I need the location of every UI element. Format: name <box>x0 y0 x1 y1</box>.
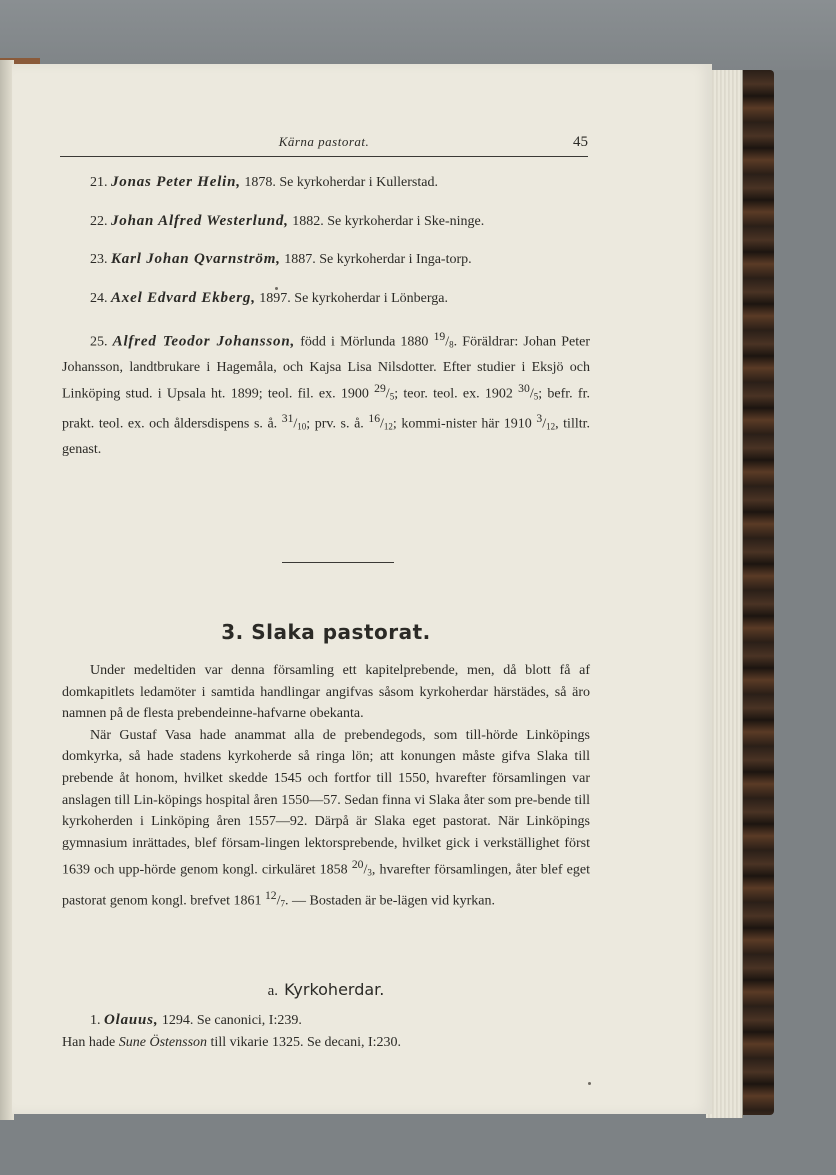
person-name: Jonas Peter Helin, <box>111 174 241 190</box>
paragraph: Under medeltiden var denna församling ett kapitelprebende, men, då blott få af domkapitlets ledamöter i samtida handlingar angifvas såsom kyrkoherdar härstädes, så äro namnen på de flesta prebendeinne-hafvarne obekanta. <box>62 663 590 722</box>
subsection-heading: a. Kyrkoherdar. <box>267 980 385 999</box>
entries-list <box>62 172 590 477</box>
kyrkoherdar-list <box>62 1010 590 1053</box>
list-item-continuation: Han hade Sune Östensson till vikarie 1325. Se decani, I:230. <box>62 1034 402 1050</box>
background-surface <box>0 0 836 70</box>
list-item: 25. Alfred Teodor Johansson, född i Mörlunda 1880 $^{19}/_8$. Föräldrar: Johan Peter Johansson, landtbrukare i Hagemåla, och Kajsa Lisa Nilsdotter. Efter studier i Eksjö och Linköping stud. i Upsala ht. 1899; teol. fil. ex. 1900 $^{29}/_5$; teor. teol. ex. 1902 $^{30}/_5$; befr. fr. prakt. teol. ex. och åldersdispens s. å. $^{31}/_{10}$; prv. s. å. $^{16}/_{12}$; kommi-nister här 1910 $^3/_{12}$, tilltr. genast. <box>62 330 590 457</box>
section-body <box>62 660 590 915</box>
book-page <box>12 64 712 1114</box>
paragraph: När Gustaf Vasa hade anammat alla de prebendegods, som till-hörde Linköpings domkyrka, så hade stadens kyrkoherde så ringa lön; att konungen måste gifva Slaka till prebende åt honom, hvilket skedde 1545 och fortfor till 1550, hvarefter församlingen var anslagen till Lin-köpings hospital åren 1550—57. Sedan finna vi Slaka åter som pre-bende till kyrkoherden i Linköping åren 1557—92. Därpå är Slaka eget pastorat. När Linköpings gymnasium inrättades, blef försam-lingen lektorsprebende, hvilket gick i verkställighet först 1639 och upp-hörde genom kongl. cirkuläret 1858 $^{20}/_3$, hvarefter församlingen, åter blef eget pastorat genom kongl. brefvet 1861 $^{12}/_7$. — Bostaden är be-lägen vid kyrkan. <box>62 727 590 909</box>
running-header <box>60 134 588 157</box>
person-name: Johan Alfred Westerlund, <box>111 212 289 229</box>
page-number: 45 <box>573 134 588 150</box>
list-item: 23. Karl Johan Qvarnström, 1887. Se kyrkoherdar i Inga-torp. <box>90 251 472 268</box>
person-name: Karl Johan Qvarnström, <box>111 251 281 268</box>
running-title: Kärna pastorat. <box>278 134 370 149</box>
book-spine-cover <box>738 70 774 1115</box>
list-item: 24. Axel Edvard Ekberg, 1897. Se kyrkoherdar i Lönberga. <box>90 289 448 306</box>
list-item: 22. Johan Alfred Westerlund, 1882. Se kyrkoherdar i Ske-ninge. <box>90 212 485 229</box>
person-name: Alfred Teodor Johansson, <box>112 334 296 351</box>
section-heading: 3. Slaka pastorat. <box>221 620 431 644</box>
paper-speck <box>588 1082 591 1085</box>
section-divider <box>282 562 394 563</box>
person-name: Sune Östensson <box>118 1034 208 1050</box>
person-name: Olauus, <box>104 1012 159 1028</box>
list-item: 21. Jonas Peter Helin, 1878. Se kyrkoherdar i Kullerstad. <box>90 174 438 190</box>
list-item: 1. Olauus, 1294. Se canonici, I:239. <box>90 1012 302 1028</box>
person-name: Axel Edvard Ekberg, <box>111 289 256 306</box>
paper-speck <box>275 287 278 290</box>
